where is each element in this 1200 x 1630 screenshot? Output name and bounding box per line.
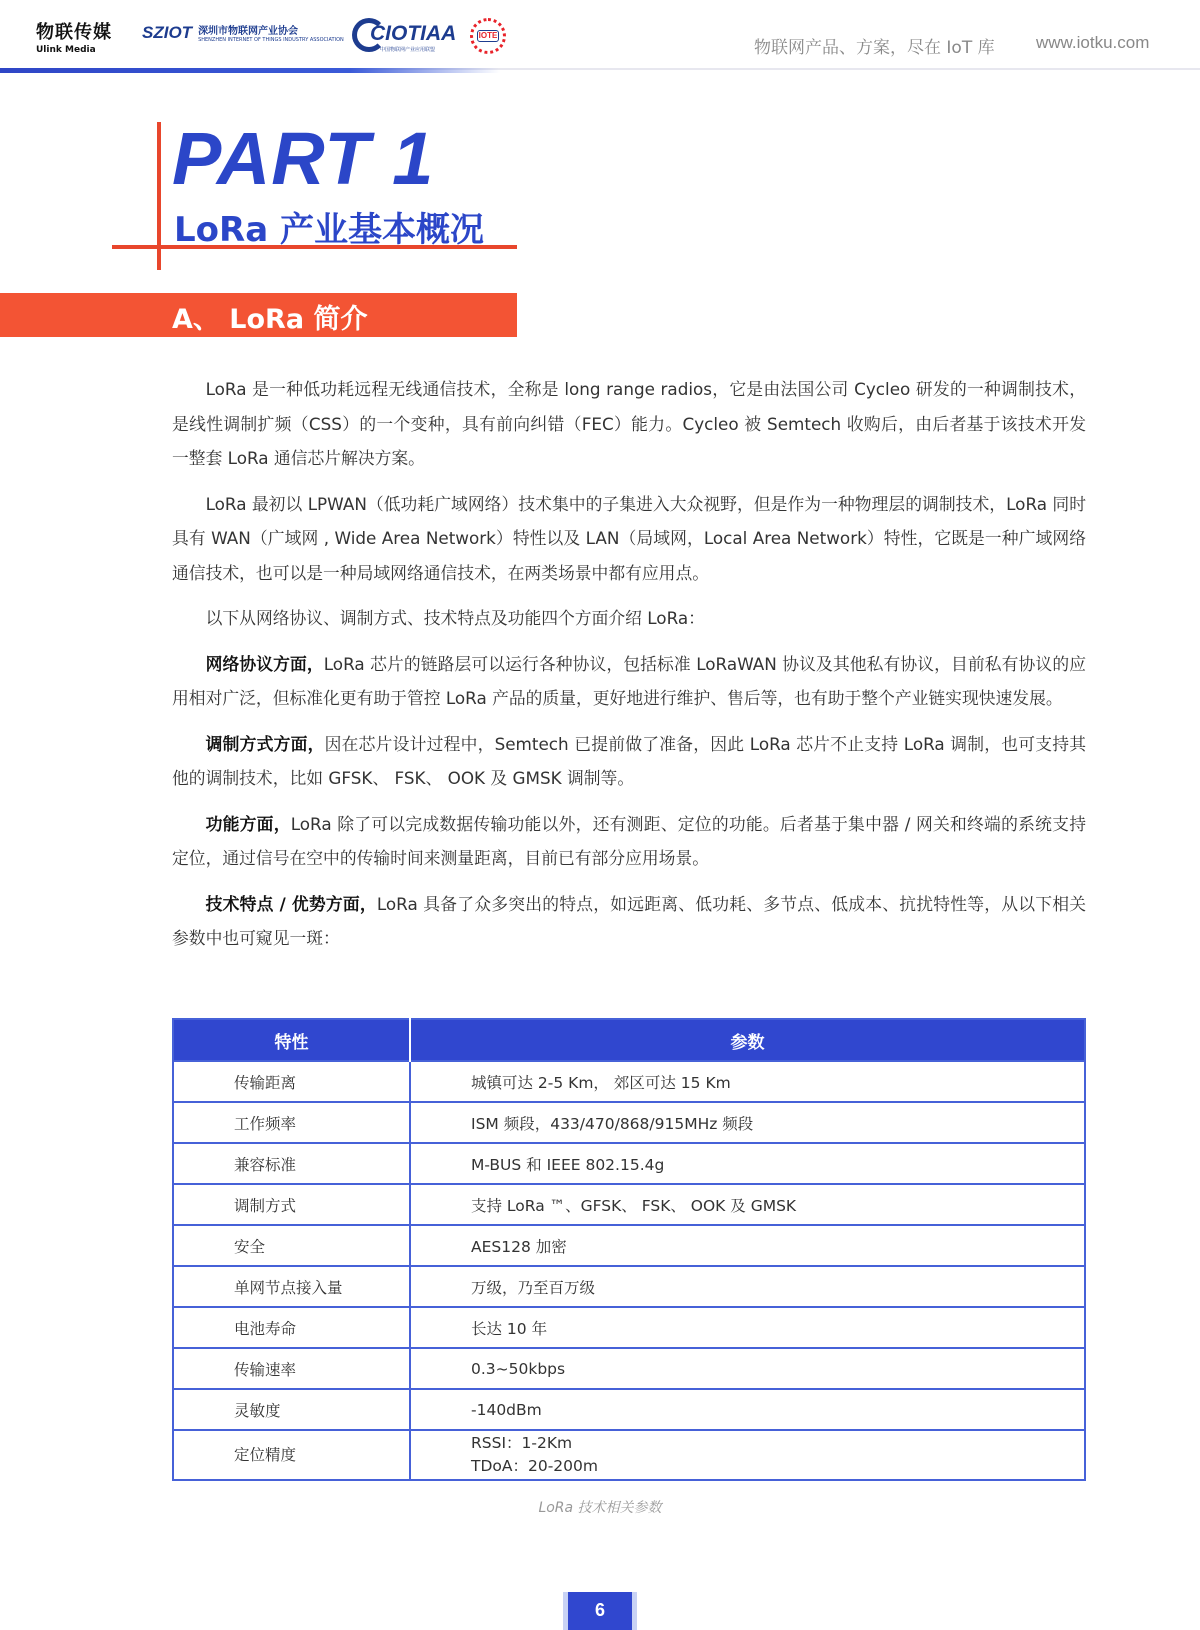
ciotiaa-logo-text: CIOTIAA <box>370 22 457 45</box>
page-header <box>0 0 1200 72</box>
ulink-logo-cn: 物联传媒 <box>36 22 112 43</box>
table-row <box>173 1266 1085 1307</box>
table-cell-feature: 单网节点接入量 <box>173 1266 410 1307</box>
paragraph-overview: 以下从网络协议、调制方式、技术特点及功能四个方面介绍 LoRa： <box>205 608 705 628</box>
paragraph-function-lead: 功能方面， <box>205 813 291 834</box>
sziot-logo-mark: SZIOT <box>142 22 193 42</box>
ulink-logo-en: Ulink Media <box>36 45 96 55</box>
ciotiaa-logo-sub: 中国物联网产业应用联盟 <box>380 47 436 53</box>
iote-logo <box>470 18 506 54</box>
part-subtitle: LoRa 产业基本概况 <box>174 210 484 250</box>
table-row <box>173 1184 1085 1225</box>
table-cell-value: -140dBm <box>410 1389 1085 1430</box>
paragraph-lpwan: LoRa 最初以 LPWAN（低功耗广域网络）技术集中的子集进入大众视野，但是作为一种物理层的调制技术，LoRa 同时具有 WAN（广域网 , Wide Area Network）特性以及 LAN（局域网，Local Area Network）特性，它既是一种广域网络通信技术，也可以是一种局域网络通信技术，在两类场景中都有应用点。 <box>172 493 1086 583</box>
section-band <box>0 293 517 337</box>
paragraph-features-lead: 技术特点 / 优势方面， <box>205 893 377 914</box>
sziot-logo <box>142 22 344 43</box>
ciotiaa-logo <box>352 18 457 54</box>
table-row <box>173 1348 1085 1389</box>
table-cell-feature: 灵敏度 <box>173 1389 410 1430</box>
paragraph-intro: LoRa 是一种低功耗远程无线通信技术，全称是 long range radios，它是由法国公司 Cycleo 研发的一种调制技术，是线性调制扩频（CSS）的一个变种，具有前向纠错（FEC）能力。Cycleo 被 Semtech 收购后，由后者基于该技术开发一整套 LoRa 通信芯片解决方案。 <box>172 379 1086 468</box>
header-site-link[interactable]: www.iotku.com <box>1036 33 1150 52</box>
table-cell-value: AES128 加密 <box>410 1225 1085 1266</box>
ulink-media-logo <box>36 18 120 55</box>
paragraph-protocol <box>172 647 1086 716</box>
paragraph-protocol-lead: 网络协议方面， <box>205 653 324 674</box>
paragraph-features <box>172 887 1086 956</box>
table-cell-value: M-BUS 和 IEEE 802.15.4g <box>410 1143 1085 1184</box>
table-cell-feature: 定位精度 <box>173 1430 410 1480</box>
body-text <box>172 372 1086 967</box>
sziot-logo-cn: 深圳市物联网产业协会 <box>198 26 299 37</box>
table-cell-value-line: TDoA：20-200m <box>471 1457 598 1475</box>
table-cell-value: 长达 10 年 <box>410 1307 1085 1348</box>
table-row <box>173 1389 1085 1430</box>
table-cell-value: 城镇可达 2-5 Km， 郊区可达 15 Km <box>410 1061 1085 1102</box>
table-cell-value: ISM 频段，433/470/868/915MHz 频段 <box>410 1102 1085 1143</box>
paragraph-modulation-text: 因在芯片设计过程中，Semtech 已提前做了准备，因此 LoRa 芯片不止支持 LoRa 调制，也可支持其他的调制技术，比如 GFSK、 FSK、 OOK 及 GMSK 调制等。 <box>172 733 1086 788</box>
table-cell-feature: 工作频率 <box>173 1102 410 1143</box>
iote-logo-text: IOTE <box>478 31 498 40</box>
table-cell-feature: 传输距离 <box>173 1061 410 1102</box>
table-row <box>173 1102 1085 1143</box>
section-title: A、 LoRa 简介 <box>172 304 368 335</box>
table-cell-value <box>410 1430 1085 1480</box>
table-row <box>173 1307 1085 1348</box>
header-accent-bar <box>0 68 500 73</box>
paragraph-modulation <box>172 727 1086 796</box>
paragraph-modulation-lead: 调制方式方面， <box>205 733 325 754</box>
table-row <box>173 1430 1085 1480</box>
table-row <box>173 1061 1085 1102</box>
table-cell-value-line: RSSI：1-2Km <box>471 1434 573 1452</box>
table-row <box>173 1225 1085 1266</box>
table-cell-value: 万级，乃至百万级 <box>410 1266 1085 1307</box>
paragraph-features-text: LoRa 具备了众多突出的特点，如远距离、低功耗、多节点、低成本、抗扰特性等，从以下相关参数中也可窥见一斑： <box>172 893 1086 948</box>
header-tagline: 物联网产品、方案，尽在 IoT 库 <box>754 38 995 58</box>
table-cell-feature: 电池寿命 <box>173 1307 410 1348</box>
table-cell-feature: 安全 <box>173 1225 410 1266</box>
table-header-parameter: 参数 <box>410 1019 1085 1061</box>
table-row <box>173 1143 1085 1184</box>
table-cell-feature: 调制方式 <box>173 1184 410 1225</box>
table-cell-value: 支持 LoRa ™、GFSK、 FSK、 OOK 及 GMSK <box>410 1184 1085 1225</box>
table-header-row <box>173 1019 1085 1061</box>
page-number: 6 <box>594 1600 605 1620</box>
page-number-badge <box>563 1592 637 1630</box>
table-cell-feature: 传输速率 <box>173 1348 410 1389</box>
table-cell-value: 0.3~50kbps <box>410 1348 1085 1389</box>
table-caption: LoRa 技术相关参数 <box>538 1500 662 1516</box>
paragraph-function <box>172 807 1086 876</box>
sziot-logo-en: SHENZHEN INTERNET OF THINGS INDUSTRY ASSOCIATION <box>198 37 344 43</box>
paragraph-function-text: LoRa 除了可以完成数据传输功能以外，还有测距、定位的功能。后者基于集中器 / 网关和终端的系统支持定位，通过信号在空中的传输时间来测量距离，目前已有部分应用场景。 <box>172 813 1086 868</box>
table-header-feature: 特性 <box>173 1019 410 1061</box>
parameter-table <box>172 1018 1086 1481</box>
table-cell-feature: 兼容标准 <box>173 1143 410 1184</box>
part-number: PART 1 <box>172 117 435 200</box>
paragraph-protocol-text: LoRa 芯片的链路层可以运行各种协议，包括标准 LoRaWAN 协议及其他私有协议，目前私有协议的应用相对广泛，但标准化更有助于管控 LoRa 产品的质量，更好地进行维护、售后等，也有助于整个产业链实现快速发展。 <box>172 653 1086 708</box>
